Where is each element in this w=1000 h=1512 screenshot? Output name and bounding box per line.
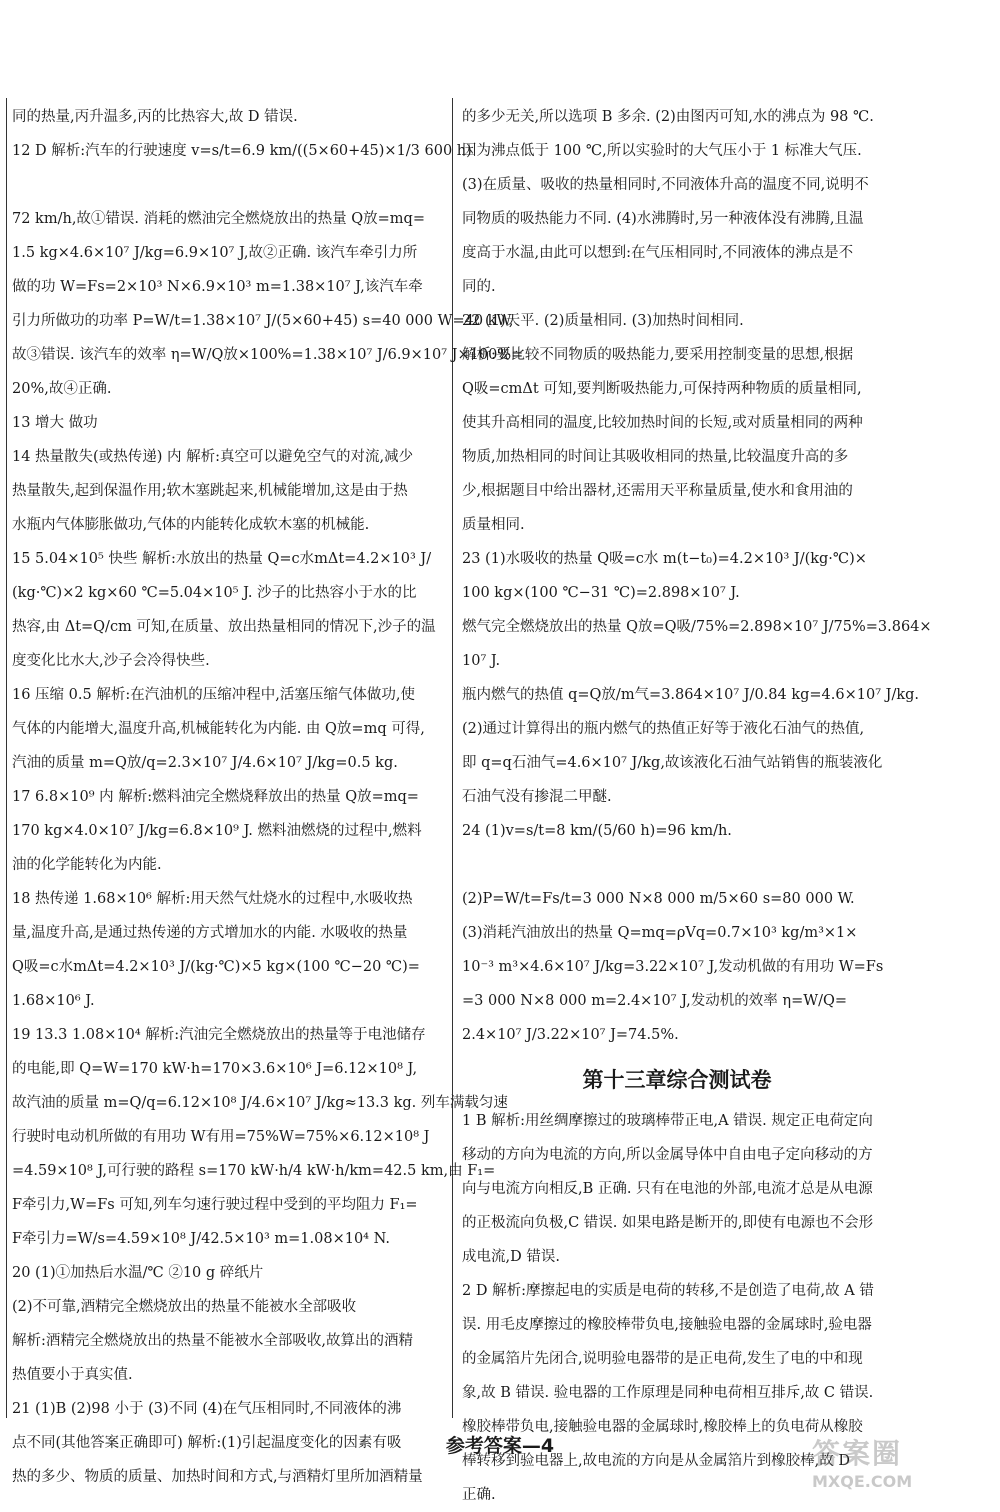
answer-line: 瓶内燃气的热值 q=Q放/m气=3.864×10⁷ J/0.84 kg=4.6×10⁷ J/kg. bbox=[462, 687, 920, 703]
answer-line: 汽油的质量 m=Q放/q=2.3×10⁷ J/4.6×10⁷ J/kg=0.5 kg. bbox=[12, 755, 398, 771]
answer-line: 17 6.8×10⁹ 内 解析:燃料油完全燃烧释放出的热量 Q放=mq= bbox=[12, 789, 419, 805]
answer-line: 的正极流向负极,C 错误. 如果电路是断开的,即使有电源也不会形 bbox=[462, 1215, 874, 1231]
answer-line: 度高于水温,由此可以想到:在气压相同时,不同液体的沸点是不 bbox=[462, 245, 854, 261]
answer-line: 热容,由 Δt=Q/cm 可知,在质量、放出热量相同的情况下,沙子的温 bbox=[12, 619, 436, 635]
answer-line: 量,温度升高,是通过热传递的方式增加水的内能. 水吸收的热量 bbox=[12, 925, 408, 941]
answer-line: =4.59×10⁸ J,可行驶的路程 s=170 kW·h/4 kW·h/km=42.5 km,由 F₁= bbox=[12, 1163, 496, 1179]
answer-line: 油的化学能转化为内能. bbox=[12, 857, 162, 873]
answer-line: Q吸=cmΔt 可知,要判断吸热能力,可保持两种物质的质量相同, bbox=[462, 381, 862, 397]
answer-line: 因为沸点低于 100 ℃,所以实验时的大气压小于 1 标准大气压. bbox=[462, 143, 862, 159]
answer-line: (kg·℃)×2 kg×60 ℃=5.04×10⁵ J. 沙子的比热容小于水的比 bbox=[12, 585, 417, 601]
answer-line: 14 热量散失(或热传递) 内 解析:真空可以避免空气的对流,减少 bbox=[12, 449, 414, 465]
answer-line: 即 q=q石油气=4.6×10⁷ J/kg,故该液化石油气站销售的瓶装液化 bbox=[462, 755, 883, 771]
answer-line: 正确. bbox=[462, 1487, 496, 1503]
answer-line: 20 (1)①加热后水温/℃ ②10 g 碎纸片 bbox=[12, 1265, 264, 1281]
answer-item bbox=[462, 100, 892, 304]
answer-line: 引力所做功的功率 P=W/t=1.38×10⁷ J/(5×60+45) s=40 000 W=40 kW, bbox=[12, 313, 514, 329]
answer-line: Q吸=c水mΔt=4.2×10³ J/(kg·℃)×5 kg×(100 ℃−20 ℃)= bbox=[12, 959, 420, 975]
answer-line: 12 D 解析:汽车的行驶速度 v=s/t=6.9 km/((5×60+45)×1/3 600 h) bbox=[12, 143, 472, 159]
answer-line: 水瓶内气体膨胀做功,气体的内能转化成软木塞的机械能. bbox=[12, 517, 370, 533]
answer-line: (2)通过计算得出的瓶内燃气的热值正好等于液化石油气的热值, bbox=[462, 721, 865, 737]
answer-line: 做的功 W=Fs=2×10³ N×6.9×10³ m=1.38×10⁷ J,该汽车牵 bbox=[12, 279, 423, 295]
answer-line: (3)消耗汽油放出的热量 Q=mq=ρVq=0.7×10³ kg/m³×1× bbox=[462, 925, 858, 941]
answer-item bbox=[462, 542, 932, 814]
answer-line: 的电能,即 Q=W=170 kW·h=170×3.6×10⁶ J=6.12×10⁸ J, bbox=[12, 1061, 418, 1077]
answer-line: 误. 用毛皮摩擦过的橡胶棒带负电,接触验电器的金属球时,验电器 bbox=[462, 1317, 872, 1333]
answer-line: 21 (1)B (2)98 小于 (3)不同 (4)在气压相同时,不同液体的沸 bbox=[12, 1401, 402, 1417]
answer-line: 质量相同. bbox=[462, 517, 525, 533]
answer-item bbox=[12, 678, 444, 780]
answer-line bbox=[12, 168, 444, 202]
left-margin-rule bbox=[6, 98, 7, 1418]
watermark-logo bbox=[812, 1432, 967, 1491]
answer-line bbox=[462, 848, 892, 882]
answer-line: 的金属箔片先闭合,说明验电器带的是正电荷,发生了电的中和现 bbox=[462, 1351, 863, 1367]
answer-line: 成电流,D 错误. bbox=[462, 1249, 560, 1265]
answer-line: 热的多少、物质的质量、加热时间和方式,与酒精灯里所加酒精量 bbox=[12, 1469, 423, 1485]
answer-line: 1 B 解析:用丝绸摩擦过的玻璃棒带正电,A 错误. 规定正电荷定向 bbox=[462, 1113, 873, 1129]
answer-line: (2)不可靠,酒精完全燃烧放出的热量不能被水全部吸收 bbox=[12, 1299, 357, 1315]
answer-line: 20%,故④正确. bbox=[12, 381, 112, 397]
answer-line: (2)P=W/t=Fs/t=3 000 N×8 000 m/5×60 s=80 000 W. bbox=[462, 891, 855, 907]
answer-line: 石油气没有掺混二甲醚. bbox=[462, 789, 612, 805]
answer-item bbox=[462, 1104, 892, 1274]
answer-line: 170 kg×4.0×10⁷ J/kg=6.8×10⁹ J. 燃料油燃烧的过程中,燃料 bbox=[12, 823, 422, 839]
answer-line: 同物质的吸热能力不同. (4)水沸腾时,另一种液体没有沸腾,且温 bbox=[462, 211, 864, 227]
answer-item bbox=[12, 882, 444, 1018]
answer-line: 热量散失,起到保温作用;软木塞跳起来,机械能增加,这是由于热 bbox=[12, 483, 408, 499]
answer-item bbox=[12, 542, 444, 678]
column-divider bbox=[452, 98, 453, 1418]
answer-line: 燃气完全燃烧放出的热量 Q放=Q吸/75%=2.898×10⁷ J/75%=3.864× bbox=[462, 619, 932, 635]
answer-line: (3)在质量、吸收的热量相同时,不同液体升高的温度不同,说明不 bbox=[462, 177, 869, 193]
right-column bbox=[462, 100, 932, 1512]
answer-line: F牵引力=W/s=4.59×10⁸ J/42.5×10³ m=1.08×10⁴ N. bbox=[12, 1231, 390, 1247]
watermark-big-text: 答案圈 bbox=[812, 1437, 903, 1470]
answer-line: 行驶时电动机所做的有用功 W有用=75%W=75%×6.12×10⁸ J bbox=[12, 1129, 430, 1145]
answer-line: 1.5 kg×4.6×10⁷ J/kg=6.9×10⁷ J,故②正确. 该汽车牵引力所 bbox=[12, 245, 418, 261]
answer-line: 19 13.3 1.08×10⁴ 解析:汽油完全燃烧放出的热量等于电池储存 bbox=[12, 1027, 426, 1043]
answer-line: 22 (1)天平. (2)质量相同. (3)加热时间相同. bbox=[462, 313, 744, 329]
answer-line: 解析:要比较不同物质的吸热能力,要采用控制变量的思想,根据 bbox=[462, 347, 854, 363]
answer-line: 解析:酒精完全燃烧放出的热量不能被水全部吸收,故算出的酒精 bbox=[12, 1333, 413, 1349]
answer-line: 点不同(其他答案正确即可) 解析:(1)引起温度变化的因素有吸 bbox=[12, 1435, 402, 1451]
answer-line: 同的. bbox=[462, 279, 496, 295]
answer-line: 10⁻³ m³×4.6×10⁷ J/kg=3.22×10⁷ J,发动机做的有用功 W=Fs bbox=[462, 959, 884, 975]
answer-line: 移动的方向为电流的方向,所以金属导体中自由电子定向移动的方 bbox=[462, 1147, 873, 1163]
answer-item bbox=[462, 304, 892, 542]
page-footer: 参考答案—4 bbox=[445, 1435, 555, 1457]
answer-line: 故③错误. 该汽车的效率 η=W/Q放×100%=1.38×10⁷ J/6.9×10⁷ J×100%= bbox=[12, 347, 524, 363]
answer-line: F牵引力,W=Fs 可知,列车匀速行驶过程中受到的平均阻力 F₁= bbox=[12, 1197, 418, 1213]
answer-item bbox=[12, 780, 444, 882]
answer-line: 物质,加热相同的时间让其吸收相同的热量,比较温度升高的多 bbox=[462, 449, 849, 465]
section-title: 第十三章综合测试卷 bbox=[582, 1068, 772, 1092]
answer-line: 的多少无关,所以选项 B 多余. (2)由图丙可知,水的沸点为 98 ℃. bbox=[462, 109, 874, 125]
answer-line: 16 压缩 0.5 解析:在汽油机的压缩冲程中,活塞压缩气体做功,使 bbox=[12, 687, 415, 703]
answer-item bbox=[12, 1256, 444, 1392]
answer-line: 棒转移到验电器上,故电流的方向是从金属箔片到橡胶棒,故 D bbox=[462, 1453, 850, 1469]
answer-line: 72 km/h,故①错误. 消耗的燃油完全燃烧放出的热量 Q放=mq= bbox=[12, 211, 425, 227]
answer-item bbox=[12, 1018, 508, 1256]
answer-line: 度变化比水大,沙子会冷得快些. bbox=[12, 653, 210, 669]
answer-line: 100 kg×(100 ℃−31 ℃)=2.898×10⁷ J. bbox=[462, 585, 740, 601]
answer-item bbox=[462, 814, 892, 1052]
answer-line: 使其升高相同的温度,比较加热时间的长短,或对质量相同的两种 bbox=[462, 415, 863, 431]
answer-line: 同的热量,丙升温多,丙的比热容大,故 D 错误. bbox=[12, 109, 298, 125]
answer-line: 10⁷ J. bbox=[462, 653, 501, 669]
answer-item bbox=[12, 406, 444, 440]
watermark-small-text: MXQE.COM bbox=[812, 1472, 913, 1491]
answer-line: 故汽油的质量 m=Q/q=6.12×10⁸ J/4.6×10⁷ J/kg≈13.3 kg. 列车满载匀速 bbox=[12, 1095, 508, 1111]
answer-line: 18 热传递 1.68×10⁶ 解析:用天然气灶烧水的过程中,水吸收热 bbox=[12, 891, 413, 907]
answer-line: 向与电流方向相反,B 正确. 只有在电池的外部,电流才总是从电源 bbox=[462, 1181, 873, 1197]
answer-item bbox=[12, 440, 444, 542]
answer-line: 15 5.04×10⁵ 快些 解析:水放出的热量 Q=c水mΔt=4.2×10³ J/ bbox=[12, 551, 432, 567]
answer-line: 23 (1)水吸收的热量 Q吸=c水 m(t−t₀)=4.2×10³ J/(kg·℃)× bbox=[462, 551, 867, 567]
answer-line: 13 增大 做功 bbox=[12, 415, 98, 431]
answer-line: 少,根据题目中给出器材,还需用天平称量质量,使水和食用油的 bbox=[462, 483, 853, 499]
answer-line: 1.68×10⁶ J. bbox=[12, 993, 95, 1009]
answer-line: 24 (1)v=s/t=8 km/(5/60 h)=96 km/h. bbox=[462, 823, 732, 839]
answer-line: 2 D 解析:摩擦起电的实质是电荷的转移,不是创造了电荷,故 A 错 bbox=[462, 1283, 874, 1299]
answer-line: 热值要小于真实值. bbox=[12, 1367, 133, 1383]
answer-line: 象,故 B 错误. 验电器的工作原理是同种电荷相互排斥,故 C 错误. bbox=[462, 1385, 874, 1401]
answer-line: =3 000 N×8 000 m=2.4×10⁷ J,发动机的效率 η=W/Q= bbox=[462, 993, 848, 1009]
answer-line: 橡胶棒带负电,接触验电器的金属球时,橡胶棒上的负电荷从橡胶 bbox=[462, 1419, 863, 1435]
answer-line: 2.4×10⁷ J/3.22×10⁷ J=74.5%. bbox=[462, 1027, 679, 1043]
answer-item bbox=[12, 100, 444, 134]
answer-line: 气体的内能增大,温度升高,机械能转化为内能. 由 Q放=mq 可得, bbox=[12, 721, 425, 737]
